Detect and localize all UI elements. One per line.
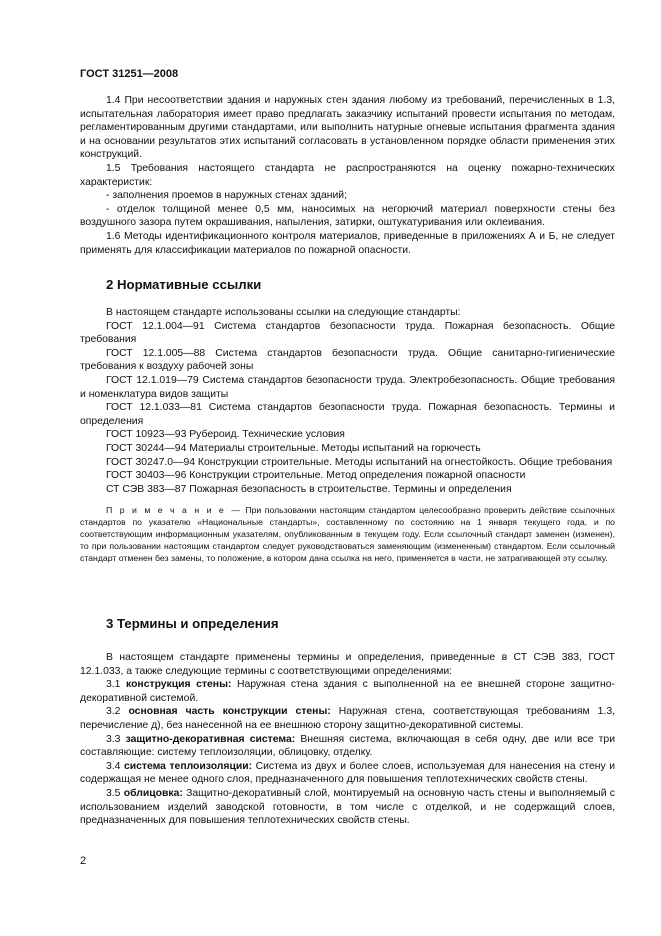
- list-item-finishes: - отделок толщиной менее 0,5 мм, наносимых на негорючий материал поверхности стены без воздушного зазора путем окрашивания, напыления, затирки, оштукатуривания или оклеивания.: [80, 203, 615, 229]
- section-2-heading: 2 Нормативные ссылки: [106, 277, 262, 292]
- term-number: 3.5: [106, 787, 121, 799]
- reference-item: ГОСТ 30403—96 Конструкции строительные. Метод определения пожарной опасности: [106, 470, 526, 482]
- reference-item: ГОСТ 30247.0—94 Конструкции строительные. Методы испытаний на огнестойкость. Общие требования: [106, 456, 613, 468]
- note-label: П р и м е ч а н и е —: [106, 505, 242, 516]
- term-3-1: [80, 678, 615, 705]
- term-number: 3.2: [106, 706, 121, 718]
- reference-item: ГОСТ 10923—93 Рубероид. Технические условия: [106, 429, 345, 441]
- term-title: основная часть конструкции стены:: [128, 706, 331, 718]
- term-title: конструкция стены:: [126, 679, 232, 691]
- reference-item: ГОСТ 12.1.019—79 Система стандартов безопасности труда. Электробезопасность. Общие требования и номенклатура видов защиты: [80, 374, 615, 400]
- section-2-body: [80, 306, 615, 564]
- reference-item: ГОСТ 12.1.005—88 Система стандартов безопасности труда. Общие санитарно-гигиенические требования к воздуху рабочей зоны: [80, 347, 615, 373]
- reference-item: ГОСТ 30244—94 Материалы строительные. Методы испытаний на горючесть: [106, 442, 481, 454]
- reference-item: СТ СЭВ 383—87 Пожарная безопасность в строительстве. Термины и определения: [106, 483, 512, 495]
- list-item-openings: - заполнения проемов в наружных стенах зданий;: [106, 190, 347, 202]
- paragraph-1-4: 1.4 При несоответствии здания и наружных стен здания любому из требований, перечисленных в 1.3, испытательная лаборатория имеет право предлагать заказчику испытаний провести испытания по методам, регламентированным другими стандартами, или выполнить натурные огневые испытания фрагмента здания и на основании результатов этих испытаний согласовать в установленном порядке области применения этих конструкций.: [80, 95, 615, 161]
- page-number: 2: [80, 855, 87, 867]
- reference-item: ГОСТ 12.1.033—81 Система стандартов безопасности труда. Пожарная безопасность. Термины и определения: [80, 402, 615, 427]
- term-3-5: [80, 787, 615, 828]
- term-number: 3.4: [106, 760, 121, 772]
- term-3-3: [80, 733, 615, 760]
- paragraph-1-6: 1.6 Методы идентификационного контроля материалов, приведенные в приложениях А и Б, не следует применять для классификации материалов по пожарной опасности.: [80, 230, 615, 256]
- term-definition: Наружная стена здания с выполненной на ее внешней стороне защитно-декоративной системой.: [80, 679, 616, 704]
- term-definition: Система из двух и более слоев, используемая для нанесения на стену и содержащая не менее одного слоя, предназначенного для повышения теплотехнических свойств стены.: [80, 760, 615, 786]
- paragraph-1-5: 1.5 Требования настоящего стандарта не распространяются на оценку пожарно-технических характеристик:: [80, 162, 615, 188]
- term-title: облицовка:: [123, 787, 183, 799]
- term-definition: Наружная стена, соответствующая требованиям 1.3, перечисление д), без нанесенной на ее внешнюю сторону защитно-декоративной системы.: [80, 706, 615, 731]
- term-number: 3.1: [106, 679, 121, 691]
- section-3-body: [80, 651, 615, 828]
- term-title: защитно-декоративная система:: [125, 733, 296, 745]
- section-2-heading-wrap: [106, 277, 606, 293]
- references-note: [80, 504, 615, 564]
- document-header: ГОСТ 31251—2008: [80, 68, 179, 80]
- terms-intro: В настоящем стандарте применены термины и определения, приведенные в СТ СЭВ 383, ГОСТ 12.1.033, а также следующие термины с соответствующими определениями:: [80, 652, 615, 677]
- section-3-heading: 3 Термины и определения: [106, 616, 279, 631]
- section-1-continuation: [80, 94, 615, 257]
- term-title: система теплоизоляции:: [123, 760, 253, 772]
- note-text: При пользовании настоящим стандартом целесообразно проверить действие ссылочных стандартов по указателю «Национальные стандарты», составленному по состоянию на 1 января текущего года, и по соответствующим информационным указателям, опубликованным в текущем году. Если ссылочный стандарт заменен (изменен), то при пользовании настоящим стандартом следует руководствоваться заменяющим (измененным) стандартом. Если ссылочный стандарт отменен без замены, то положение, в котором дана ссылка на него, применяется в части, не затрагивающей эту ссылку.: [80, 505, 615, 564]
- term-number: 3.3: [106, 733, 121, 745]
- term-3-4: [80, 760, 615, 787]
- term-3-2: [80, 705, 615, 732]
- term-definition: Внешняя система, включающая в себя одну, две или все три составляющие: систему теплоизоляции, облицовку, отделку.: [80, 733, 616, 759]
- term-definition: Защитно-декоративный слой, монтируемый на основную часть стены и выполняемый с использованием изделий заводской готовности, в том числе с отделкой, и не содержащий слоев, предназначенных для повышения теплотехнических свойств стены.: [80, 787, 615, 827]
- reference-item: ГОСТ 12.1.004—91 Система стандартов безопасности труда. Пожарная безопасность. Общие требования: [80, 320, 615, 346]
- section-3-heading-wrap: [106, 616, 606, 632]
- references-intro: В настоящем стандарте использованы ссылки на следующие стандарты:: [106, 307, 461, 318]
